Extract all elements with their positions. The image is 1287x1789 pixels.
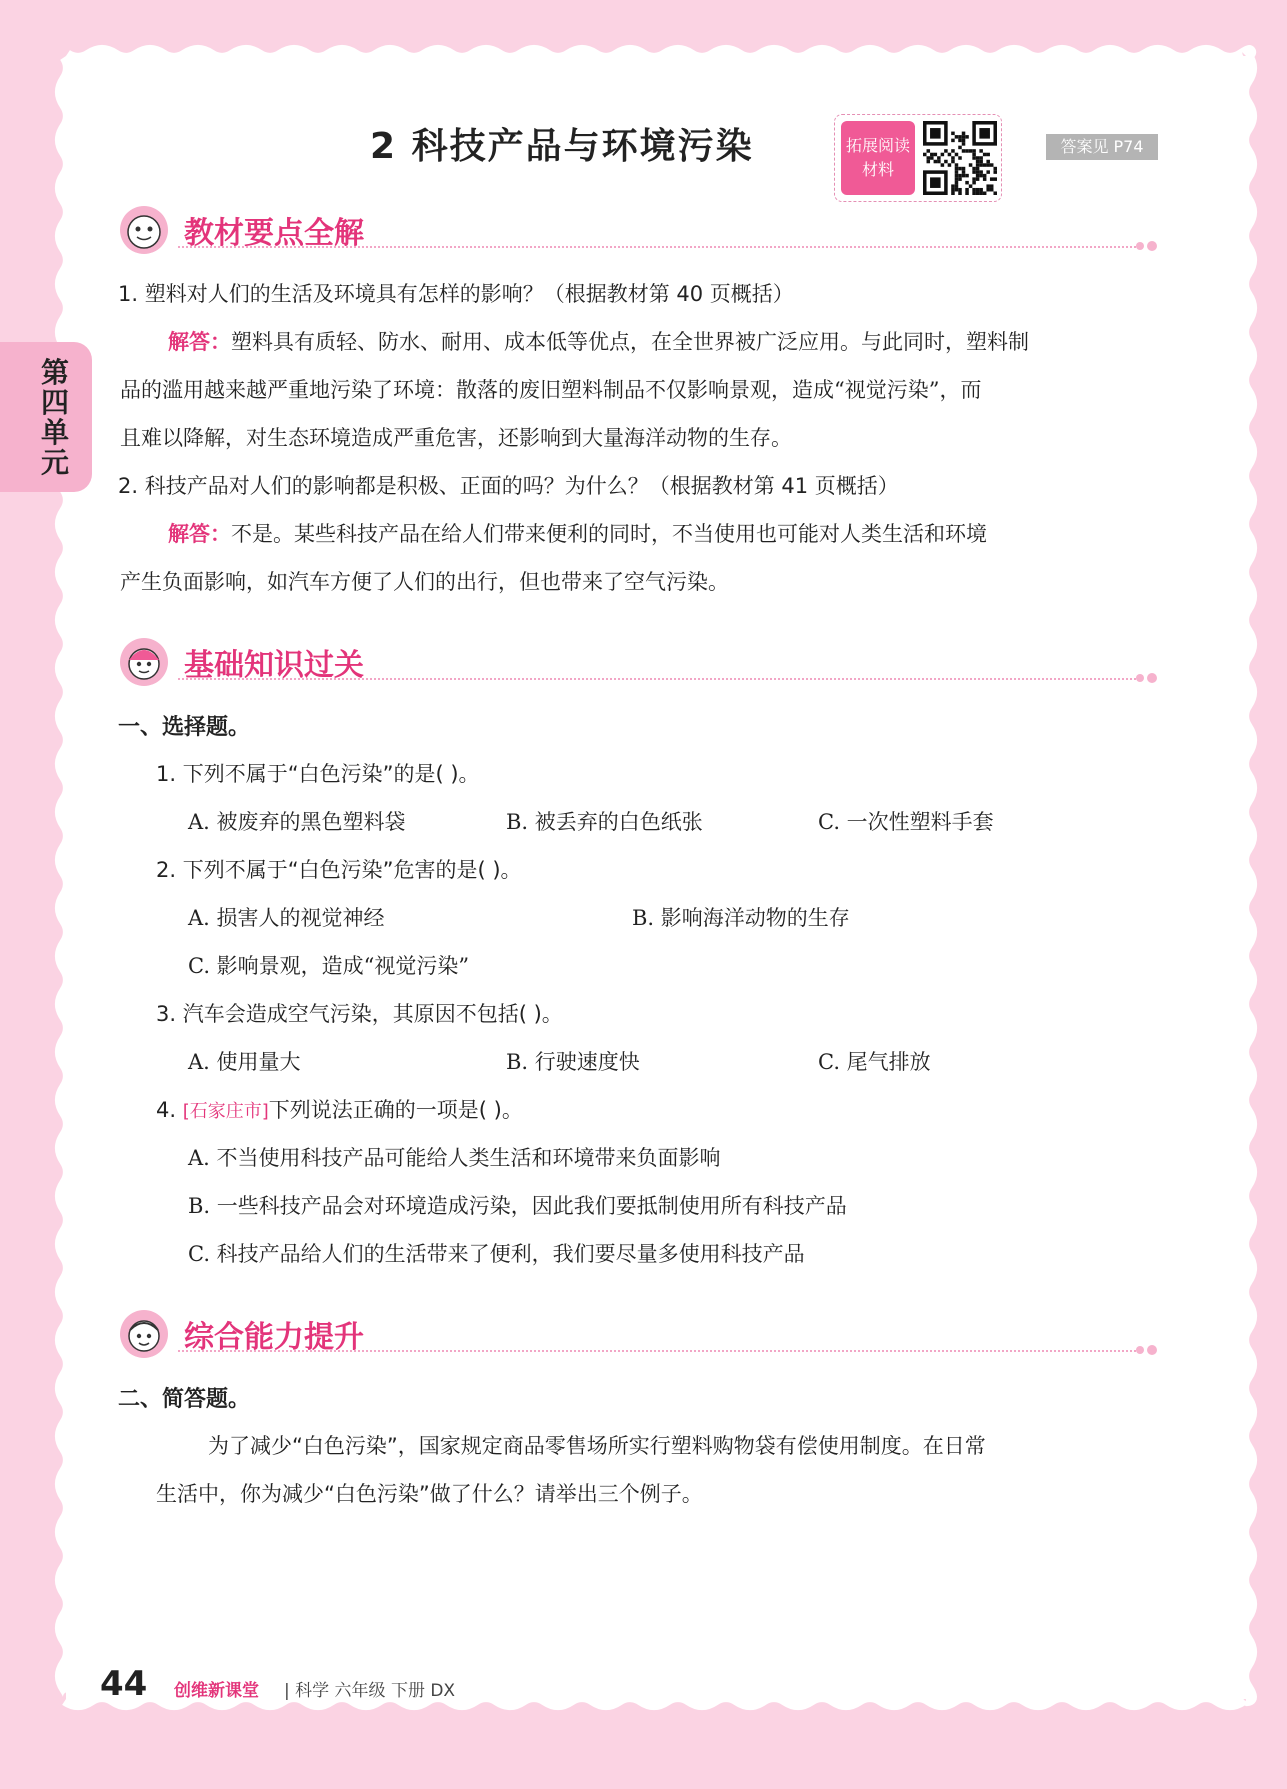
answer-1-line-1: 解答：塑料具有质轻、防水、耐用、成本低等优点，在全世界被广泛应用。与此同时，塑料制 [168, 330, 1029, 354]
answer-reference: 答案见 P74 [1046, 134, 1158, 160]
mc-q1-option-c[interactable]: C. 一次性塑料手套 [818, 810, 994, 834]
section-title: 教材要点全解 [184, 216, 364, 251]
mc-q2-option-b[interactable]: B. 影响海洋动物的生存 [632, 906, 850, 930]
region-tag: [石家庄市] [182, 1101, 269, 1122]
mc-q3-option-a[interactable]: A. 使用量大 [188, 1050, 301, 1074]
mc-q3-option-b[interactable]: B. 行驶速度快 [506, 1050, 640, 1074]
dots-decoration [1134, 1342, 1160, 1358]
mc-q4-option-b[interactable]: B. 一些科技产品会对环境造成污染，因此我们要抵制使用所有科技产品 [188, 1194, 847, 1218]
reading-material-label[interactable]: 拓展阅读 材料 [841, 121, 915, 195]
section-title: 基础知识过关 [184, 648, 364, 683]
question-2: 2. 科技产品对人们的影响都是积极、正面的吗？为什么？（根据教材第 41 页概括） [118, 474, 899, 498]
mc-question-2: 2. 下列不属于“白色污染”危害的是( )。 [156, 858, 522, 882]
question-1: 1. 塑料对人们的生活及环境具有怎样的影响？（根据教材第 40 页概括） [118, 282, 794, 306]
answer-2-line-2: 产生负面影响，如汽车方便了人们的出行，但也带来了空气污染。 [120, 570, 729, 594]
dots-decoration [1134, 238, 1160, 254]
choice-heading: 一、选择题。 [118, 715, 251, 740]
mc-q4-option-a[interactable]: A. 不当使用科技产品可能给人类生活和环境带来负面影响 [188, 1146, 721, 1170]
answer-1-line-2: 品的滥用越来越严重地污染了环境：散落的废旧塑料制品不仅影响景观，造成“视觉污染”，而 [120, 378, 982, 402]
section-header-key-points [118, 200, 1160, 260]
brand-name: 创维新课堂 [174, 1681, 259, 1701]
answer-1-line-3: 且难以降解，对生态环境造成严重危害，还影响到大量海洋动物的生存。 [120, 426, 792, 450]
short-answer-line-1: 为了减少“白色污染”，国家规定商品零售场所实行塑料购物袋有偿使用制度。在日常 [208, 1434, 986, 1458]
section-title: 综合能力提升 [184, 1320, 364, 1355]
page-title: 2 科技产品与环境污染 [370, 126, 754, 167]
unit-side-tab [0, 342, 92, 492]
mc-q4-option-c[interactable]: C. 科技产品给人们的生活带来了便利，我们要尽量多使用科技产品 [188, 1242, 805, 1266]
dots-decoration [1134, 670, 1160, 686]
qr-reading-box[interactable] [834, 114, 1002, 202]
short-answer-line-2: 生活中，你为减少“白色污染”做了什么？请举出三个例子。 [156, 1482, 703, 1506]
mc-question-3: 3. 汽车会造成空气污染，其原因不包括( )。 [156, 1002, 563, 1026]
section-divider [178, 246, 1140, 248]
answer-2-line-1: 解答：不是。某些科技产品在给人们带来便利的同时，不当使用也可能对人类生活和环境 [168, 522, 987, 546]
section-divider [178, 678, 1140, 680]
mc-q1-option-a[interactable]: A. 被废弃的黑色塑料袋 [188, 810, 406, 834]
mc-q2-option-a[interactable]: A. 损害人的视觉神经 [188, 906, 385, 930]
mc-q3-option-c[interactable]: C. 尾气排放 [818, 1050, 931, 1074]
cartoon-girl-icon [118, 636, 170, 688]
short-answer-heading: 二、简答题。 [118, 1387, 251, 1412]
section-header-basics [118, 632, 1160, 692]
cartoon-face-icon [118, 204, 170, 256]
qr-code-icon[interactable] [923, 121, 997, 195]
cartoon-boy-icon [118, 1308, 170, 1360]
mc-question-1: 1. 下列不属于“白色污染”的是( )。 [156, 762, 480, 786]
mc-question-4: 4. [石家庄市]下列说法正确的一项是( )。 [156, 1098, 523, 1122]
unit-label: 第四单元 [40, 356, 69, 479]
section-header-advanced [118, 1304, 1160, 1364]
mc-q2-option-c[interactable]: C. 影响景观，造成“视觉污染” [188, 954, 470, 978]
page-number: 44 [100, 1664, 148, 1704]
section-divider [178, 1350, 1140, 1352]
book-info: | 科学 六年级 下册 DX [284, 1681, 456, 1701]
mc-q1-option-b[interactable]: B. 被丢弃的白色纸张 [506, 810, 703, 834]
